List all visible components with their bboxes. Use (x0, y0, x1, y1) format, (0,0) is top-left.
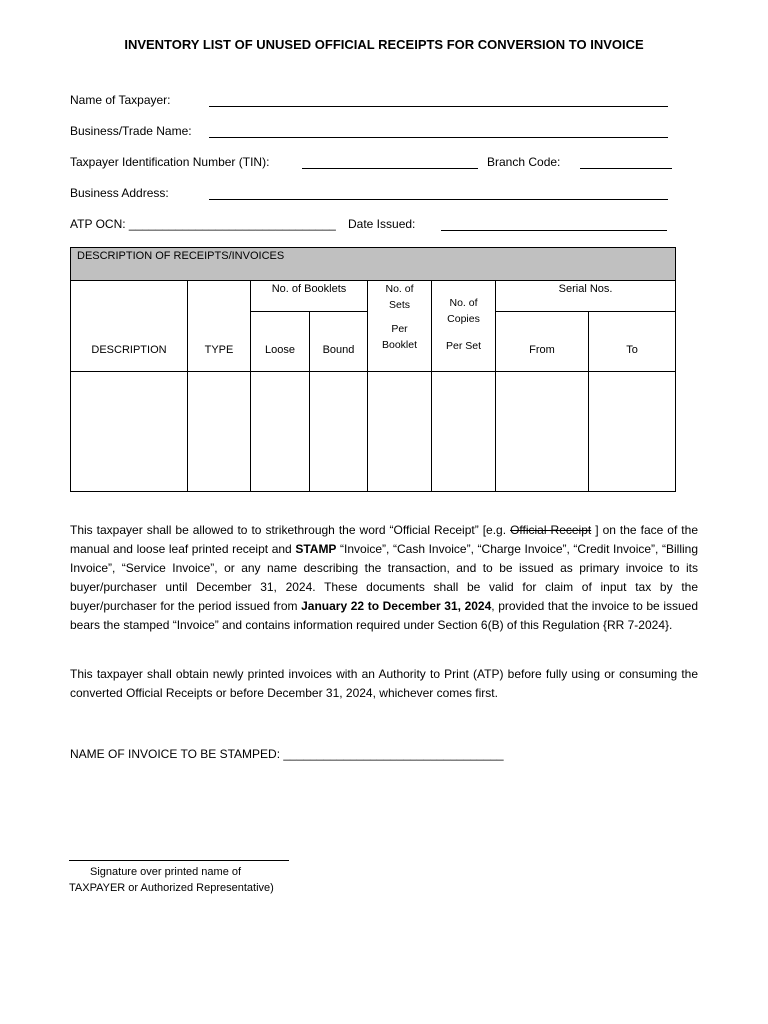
copies-cell[interactable] (432, 372, 496, 492)
trade-name-field[interactable] (209, 137, 668, 138)
table-header: DESCRIPTION OF RECEIPTS/INVOICES (71, 248, 676, 281)
to-header: To (589, 312, 676, 372)
conversion-paragraph (70, 521, 698, 635)
address-label: Business Address: (70, 186, 169, 200)
copies-text: Copies (447, 313, 480, 325)
signature-line[interactable] (69, 860, 289, 861)
type-cell[interactable] (188, 372, 251, 492)
loose-header: Loose (251, 312, 310, 372)
no-of-text: No. of (449, 297, 478, 309)
stamp-keyword: STAMP (295, 542, 337, 556)
paragraph-text-4: , provided that the invoice to be issued bears the stamped “Invoice” and contains information required under Section 6(B) of this Regulation {RR 7-2024}. (70, 599, 699, 632)
date-issued-label: Date Issued: (348, 217, 416, 231)
paragraph-text-1: This taxpayer shall be allowed to to strikethrough the word “Official Receipt” [e.g. (70, 523, 511, 537)
taxpayer-name-field[interactable] (209, 106, 668, 107)
sets-cell[interactable] (368, 372, 432, 492)
booklet-text: Booklet (381, 339, 418, 351)
strikethrough-example: Official Receipt (510, 523, 592, 537)
signature-caption-2: TAXPAYER or Authorized Representative) (69, 882, 274, 894)
serial-header: Serial Nos. (496, 281, 676, 312)
page-title: INVENTORY LIST OF UNUSED OFFICIAL RECEIPTS FOR CONVERSION TO INVOICE (124, 37, 644, 52)
to-cell[interactable] (589, 372, 676, 492)
bound-header: Bound (310, 312, 368, 372)
taxpayer-name-label: Name of Taxpayer: (70, 93, 171, 107)
branch-code-label: Branch Code: (487, 155, 561, 169)
tin-field[interactable] (302, 168, 478, 169)
tin-label: Taxpayer Identification Number (TIN): (70, 155, 270, 169)
no-sets-text-b: Sets (388, 299, 410, 311)
stamp-name-field[interactable]: NAME OF INVOICE TO BE STAMPED: _________________________________ (70, 747, 504, 761)
atp-ocn-label[interactable]: ATP OCN: _______________________________ (70, 217, 336, 231)
receipts-table (70, 247, 676, 492)
from-cell[interactable] (496, 372, 589, 492)
address-field[interactable] (209, 199, 668, 200)
description-header: DESCRIPTION (71, 281, 188, 372)
paragraph-text-2: ] on the face of the manual and loose leaf printed receipt and (70, 523, 698, 556)
loose-cell[interactable] (251, 372, 310, 492)
validity-dates: January 22 to December 31, 2024 (301, 599, 492, 613)
atp-paragraph: This taxpayer shall obtain newly printed invoices with an Authority to Print (ATP) before fully using or consuming the converted Official Receipts or before December 31, 2024, whichever comes first. (70, 667, 698, 700)
per-text: Per (391, 323, 408, 335)
bound-cell[interactable] (310, 372, 368, 492)
branch-code-field[interactable] (580, 168, 672, 169)
no-booklets-header: No. of Booklets (251, 281, 368, 312)
paragraph-text-3: “Invoice”, “Cash Invoice”, “Charge Invoice”, “Credit Invoice”, “Billing Invoice”, “Service Invoice”, or any name describing the transaction, and to be issued as primary invoice to its buyer/purchaser until December 31, 2024. These documents shall be valid for claim of input tax by the buyer/purchaser for the period issued from (70, 542, 698, 613)
from-header: From (496, 312, 589, 372)
signature-caption-1: Signature over printed name of (90, 866, 242, 878)
per-set-text: Per Set (445, 340, 482, 352)
no-copies-header (432, 281, 496, 372)
description-cell[interactable] (71, 372, 188, 492)
type-header: TYPE (188, 281, 251, 372)
date-issued-field[interactable] (441, 230, 667, 231)
no-sets-text-a: No. of (385, 283, 414, 295)
trade-name-label: Business/Trade Name: (70, 124, 192, 138)
no-sets-header (368, 281, 432, 372)
